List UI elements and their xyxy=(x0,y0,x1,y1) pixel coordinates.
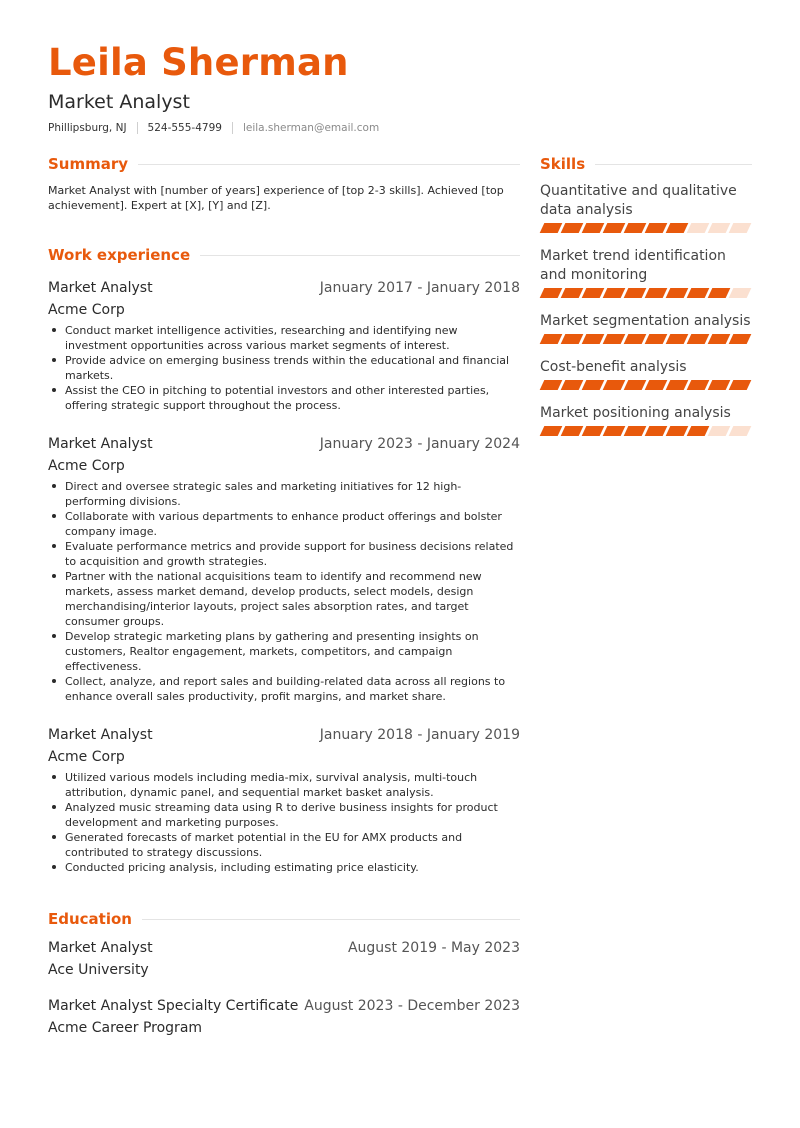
skill-list xyxy=(540,182,752,436)
job-bullet: Collect, analyze, and report sales and building-related data across all regions to enhance overall sales productivity, profit margins, and market share. xyxy=(48,674,520,704)
skill-level-segment xyxy=(603,334,625,344)
job-dates: January 2023 - January 2024 xyxy=(319,436,520,452)
skill-level-segment xyxy=(561,334,583,344)
section-title: Skills xyxy=(540,155,586,173)
skill-level-segment xyxy=(624,380,646,390)
sidebar-column xyxy=(540,154,752,436)
job-bullet: Analyzed music streaming data using R to derive business insights for product development and marketing purposes. xyxy=(48,800,520,830)
job-title: Market Analyst xyxy=(48,436,153,452)
education-school: Acme Career Program xyxy=(48,1020,203,1036)
section-divider xyxy=(595,164,752,165)
skill-level-segment xyxy=(603,223,625,233)
education-dates: August 2019 - May 2023 xyxy=(347,940,520,956)
education-list xyxy=(48,939,520,1037)
skill-level-bar xyxy=(542,380,752,390)
skill-level-segment xyxy=(582,288,604,298)
section-header xyxy=(48,154,520,174)
skill-level-segment xyxy=(603,426,625,436)
skill-level-segment xyxy=(582,380,604,390)
job-header-row xyxy=(48,279,520,297)
job-bullet-list xyxy=(48,479,520,704)
skill-level-segment xyxy=(729,223,751,233)
skill-level-segment xyxy=(645,334,667,344)
section-divider xyxy=(142,919,520,920)
skill-level-segment xyxy=(708,380,730,390)
job-title: Market Analyst xyxy=(48,727,153,743)
education-degree: Market Analyst xyxy=(48,940,153,956)
main-column xyxy=(48,154,520,1037)
section-header xyxy=(48,245,520,265)
skill-level-segment xyxy=(603,288,625,298)
skill-level-segment xyxy=(708,288,730,298)
contact-info xyxy=(48,122,752,134)
skill-level-segment xyxy=(687,334,709,344)
skill-level-segment xyxy=(603,380,625,390)
skill-level-segment xyxy=(666,223,688,233)
skill-level-segment xyxy=(624,334,646,344)
skill-level-segment xyxy=(666,380,688,390)
section-divider xyxy=(138,164,520,165)
section-header xyxy=(48,909,520,929)
job-bullet: Conduct market intelligence activities, researching and identifying new investment opportunities across various market segments of interest. xyxy=(48,323,520,353)
job-bullet: Conducted pricing analysis, including estimating price elasticity. xyxy=(48,860,520,875)
education-school: Ace University xyxy=(48,962,149,978)
education-header-row xyxy=(48,997,520,1015)
skill-name: Market segmentation analysis xyxy=(540,313,751,329)
skill-name: Market trend identification and monitoring xyxy=(540,248,726,283)
skill-name: Market positioning analysis xyxy=(540,405,731,421)
job-bullet: Develop strategic marketing plans by gathering and presenting insights on customers, Realtor engagement, markets, competitors, and campaign effectiveness. xyxy=(48,629,520,674)
education-entry xyxy=(48,939,520,979)
job-dates: January 2018 - January 2019 xyxy=(319,727,520,743)
skill-level-segment xyxy=(582,334,604,344)
skill-entry xyxy=(540,404,752,436)
skill-level-segment xyxy=(708,426,730,436)
skill-level-segment xyxy=(582,223,604,233)
summary-text: Market Analyst with [number of years] experience of [top 2-3 skills]. Achieved [top achievement]. Expert at [X], [Y] and [Z]. xyxy=(48,184,504,212)
job-header-row xyxy=(48,435,520,453)
skill-level-segment xyxy=(624,288,646,298)
skill-level-segment xyxy=(687,380,709,390)
email-link[interactable]: leila.sherman@email.com xyxy=(242,122,380,134)
skill-level-segment xyxy=(624,426,646,436)
location-text: Phillipsburg, NJ xyxy=(48,122,127,134)
job-bullet: Assist the CEO in pitching to potential investors and other interested parties, offering strategic support throughout the process. xyxy=(48,383,520,413)
job-bullet: Provide advice on emerging business trends within the educational and financial markets. xyxy=(48,353,520,383)
education-header-row xyxy=(48,939,520,957)
skills-section xyxy=(540,154,752,436)
section-title: Work experience xyxy=(48,246,191,264)
job-bullet: Direct and oversee strategic sales and marketing initiatives for 12 high-performing divisions. xyxy=(48,479,520,509)
skill-level-segment xyxy=(561,380,583,390)
skill-level-segment xyxy=(540,288,562,298)
job-bullet: Generated forecasts of market potential in the EU for AMX products and contributed to strategy discussions. xyxy=(48,830,520,860)
education-section xyxy=(48,909,520,1037)
candidate-name: Leila Sherman xyxy=(48,41,349,84)
skill-level-segment xyxy=(666,288,688,298)
job-dates: January 2017 - January 2018 xyxy=(319,280,520,296)
skill-level-segment xyxy=(729,334,751,344)
skill-level-segment xyxy=(645,380,667,390)
skill-entry xyxy=(540,312,752,344)
skill-level-segment xyxy=(729,288,751,298)
contact-divider xyxy=(232,122,233,134)
skill-entry xyxy=(540,182,752,233)
skill-level-segment xyxy=(561,223,583,233)
candidate-title: Market Analyst xyxy=(48,91,190,113)
skill-level-segment xyxy=(645,426,667,436)
skill-name: Quantitative and qualitative data analysis xyxy=(540,183,737,218)
skill-level-segment xyxy=(687,223,709,233)
section-title: Summary xyxy=(48,155,129,173)
skill-level-segment xyxy=(540,380,562,390)
section-title: Education xyxy=(48,910,132,928)
section-header xyxy=(540,154,752,174)
education-degree: Market Analyst Specialty Certificate xyxy=(48,998,299,1014)
skill-level-bar xyxy=(542,288,752,298)
job-bullet-list xyxy=(48,323,520,413)
job-entry xyxy=(48,726,520,875)
resume-header xyxy=(48,40,752,134)
skill-level-segment xyxy=(540,334,562,344)
job-company: Acme Corp xyxy=(48,302,125,318)
job-company: Acme Corp xyxy=(48,458,125,474)
skill-level-segment xyxy=(561,288,583,298)
job-header-row xyxy=(48,726,520,744)
skill-level-segment xyxy=(729,380,751,390)
section-divider xyxy=(200,255,520,256)
job-bullet: Collaborate with various departments to enhance product offerings and bolster company image. xyxy=(48,509,520,539)
skill-level-segment xyxy=(645,288,667,298)
skill-level-segment xyxy=(624,223,646,233)
education-entry xyxy=(48,997,520,1037)
job-title: Market Analyst xyxy=(48,280,153,296)
skill-level-segment xyxy=(645,223,667,233)
skill-level-segment xyxy=(687,288,709,298)
job-bullet: Evaluate performance metrics and provide support for business decisions related to acquisition and growth strategies. xyxy=(48,539,520,569)
skill-entry xyxy=(540,247,752,298)
job-company: Acme Corp xyxy=(48,749,125,765)
education-dates: August 2023 - December 2023 xyxy=(304,998,520,1014)
skill-level-bar xyxy=(542,334,752,344)
skill-level-segment xyxy=(687,426,709,436)
skill-level-segment xyxy=(582,426,604,436)
skill-level-segment xyxy=(540,223,562,233)
skill-level-segment xyxy=(708,223,730,233)
job-entry xyxy=(48,435,520,704)
summary-section xyxy=(48,154,520,213)
skill-level-segment xyxy=(540,426,562,436)
job-bullet: Partner with the national acquisitions team to identify and recommend new markets, assess market demand, develop products, select models, design merchandising/interior layouts, project sales absorption rates, and target consumer groups. xyxy=(48,569,520,629)
skill-name: Cost-benefit analysis xyxy=(540,359,687,375)
skill-level-segment xyxy=(708,334,730,344)
phone-text: 524-555-4799 xyxy=(147,122,222,134)
skill-level-segment xyxy=(561,426,583,436)
work-experience-section xyxy=(48,245,520,875)
contact-divider xyxy=(137,122,138,134)
skill-level-segment xyxy=(666,334,688,344)
job-bullet: Utilized various models including media-mix, survival analysis, multi-touch attribution, dynamic panel, and sequential market basket analysis. xyxy=(48,770,520,800)
skill-level-bar xyxy=(542,426,752,436)
job-entry xyxy=(48,279,520,413)
skill-level-bar xyxy=(542,223,752,233)
skill-entry xyxy=(540,358,752,390)
skill-level-segment xyxy=(666,426,688,436)
skill-level-segment xyxy=(729,426,751,436)
job-bullet-list xyxy=(48,770,520,875)
job-list xyxy=(48,279,520,875)
